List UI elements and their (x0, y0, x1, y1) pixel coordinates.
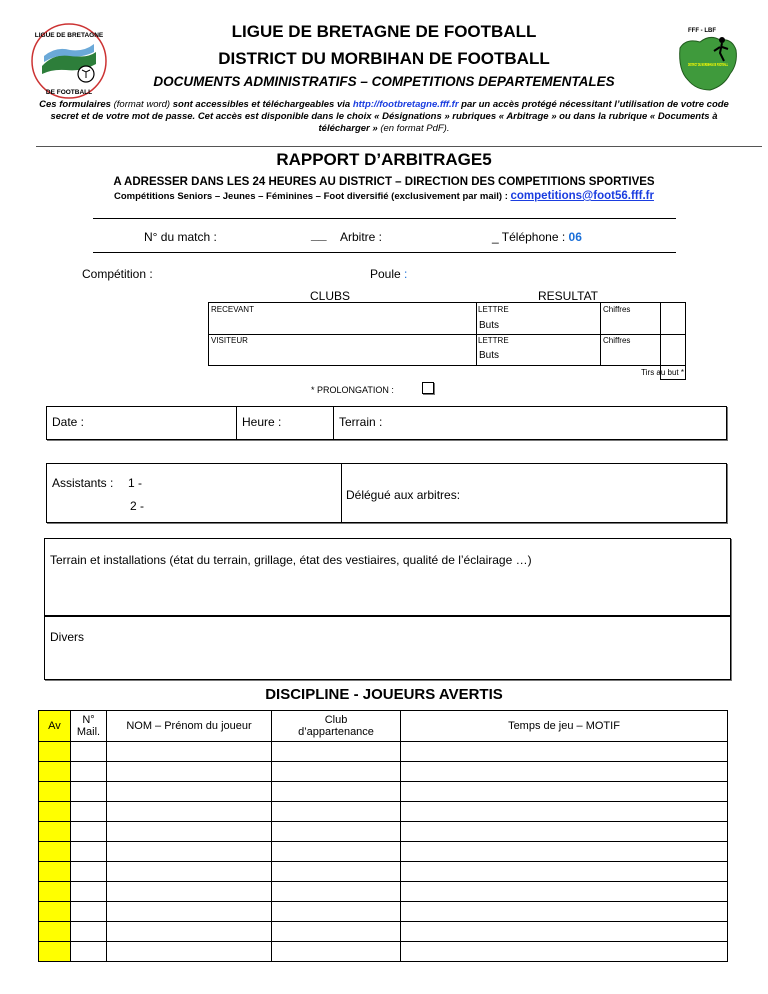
competitions-text: Compétitions Seniors – Jeunes – Féminines – Foot diversifié (exclusivement par mail) : (114, 191, 511, 202)
poule-label: Poule (370, 267, 405, 281)
av-cell[interactable] (39, 822, 71, 842)
av-cell[interactable] (39, 802, 71, 822)
footbretagne-link[interactable]: http://footbretagne.fff.fr (352, 99, 459, 110)
table-row (39, 882, 728, 902)
assistants-divider (341, 463, 342, 523)
header-line2: DISTRICT DU MORBIHAN DE FOOTBALL (218, 49, 550, 68)
table-row (39, 762, 728, 782)
header-line1: LIGUE DE BRETAGNE DE FOOTBALL (231, 22, 537, 41)
competition-label: Compétition : (82, 267, 153, 281)
divers-label: Divers (50, 630, 85, 644)
av-cell[interactable] (39, 862, 71, 882)
col-motif-header: Temps de jeu – MOTIF (401, 711, 728, 742)
mail-cell[interactable] (71, 842, 107, 862)
av-cell[interactable] (39, 902, 71, 922)
assistant-1-field[interactable]: 1 - (128, 476, 143, 490)
nom-cell[interactable] (107, 742, 272, 762)
score-col-divider-1 (476, 302, 477, 366)
club-cell[interactable] (272, 862, 401, 882)
motif-cell[interactable] (401, 862, 728, 882)
installations-label: Terrain et installations (état du terrain, grillage, état des vestiaires, qualité de l’éclairage …) (50, 553, 532, 567)
buts-label-2: Buts (479, 350, 500, 361)
table-row (39, 822, 728, 842)
motif-cell[interactable] (401, 762, 728, 782)
heure-divider (333, 406, 334, 440)
clubs-header: CLUBS (310, 289, 351, 303)
date-divider (236, 406, 237, 440)
discipline-title: DISCIPLINE - JOUEURS AVERTIS (265, 686, 503, 703)
motif-cell[interactable] (401, 882, 728, 902)
intro-part4: par un accès protégé nécessitant l’utilisation de votre code secret et de votre mot de passe. Cet accès est disponible dans le choix « Désignations » rubriques « Arbitrage » ou dans la rubrique « Documents à télécharger » (50, 99, 729, 134)
club-cell[interactable] (272, 822, 401, 842)
col-av-header: Av (39, 711, 71, 742)
table-row (39, 902, 728, 922)
mail-cell[interactable] (71, 942, 107, 962)
divers-box[interactable] (44, 616, 731, 680)
assistants-label: Assistants : (52, 476, 114, 490)
table-row (39, 942, 728, 962)
intro-paragraph (30, 99, 738, 135)
poule-field[interactable] (370, 267, 407, 281)
installations-box[interactable] (44, 538, 731, 616)
score-col-divider-2 (600, 302, 601, 366)
nom-cell[interactable] (107, 802, 272, 822)
club-cell[interactable] (272, 802, 401, 822)
nom-cell[interactable] (107, 842, 272, 862)
intro-part2: (format word) (110, 99, 173, 110)
club-cell[interactable] (272, 882, 401, 902)
mail-cell[interactable] (71, 862, 107, 882)
av-cell[interactable] (39, 762, 71, 782)
mail-cell[interactable] (71, 902, 107, 922)
logo-left-bottom-text: DE FOOTBALL (45, 89, 93, 96)
motif-cell[interactable] (401, 822, 728, 842)
col-club-header: Club d’appartenance (272, 711, 401, 742)
col-mail-header: N° Mail. (71, 711, 107, 742)
delegue-field[interactable]: Délégué aux arbitres: (346, 488, 461, 502)
table-row (39, 862, 728, 882)
chiffres-label-2: Chiffres (603, 336, 631, 345)
nom-cell[interactable] (107, 882, 272, 902)
match-bottom-rule (93, 252, 676, 253)
match-number-blank[interactable]: __ (311, 226, 327, 242)
club-cell[interactable] (272, 782, 401, 802)
heure-field[interactable]: Heure : (242, 415, 282, 429)
nom-cell[interactable] (107, 822, 272, 842)
motif-cell[interactable] (401, 802, 728, 822)
table-row (39, 742, 728, 762)
competitions-email-link[interactable]: competitions@foot56.fff.fr (510, 190, 654, 202)
intro-part3: sont accessibles et téléchargeables via (172, 99, 353, 110)
intro-part1: Ces formulaires (39, 99, 111, 110)
table-row (39, 802, 728, 822)
telephone-label: _ Téléphone : (492, 230, 569, 244)
club-cell[interactable] (272, 762, 401, 782)
mail-cell[interactable] (71, 882, 107, 902)
club-cell[interactable] (272, 942, 401, 962)
tirs-au-but-label: Tirs au but * (641, 368, 684, 377)
resultat-header: RESULTAT (538, 289, 599, 303)
nom-cell[interactable] (107, 902, 272, 922)
match-top-rule (93, 218, 676, 219)
date-field[interactable]: Date : (52, 415, 85, 429)
discipline-header-row (39, 711, 728, 742)
logo-left-top-text: LIGUE DE BRETAGNE (34, 32, 104, 39)
nom-cell[interactable] (107, 942, 272, 962)
visiteur-label: VISITEUR (211, 336, 248, 345)
match-number-label: N° du match : (144, 230, 217, 244)
telephone-value: 06 (568, 230, 582, 244)
chiffres-label-1: Chiffres (603, 305, 631, 314)
mail-cell[interactable] (71, 802, 107, 822)
club-cell[interactable] (272, 902, 401, 922)
logo-right-text: DISTRICT DU MORBIHAN DE FOOTBALL (688, 62, 729, 67)
av-cell[interactable] (39, 942, 71, 962)
date-heure-terrain-row (46, 406, 727, 440)
nom-cell[interactable] (107, 922, 272, 942)
poule-colon: : (404, 267, 408, 281)
arbitre-label: Arbitre : (340, 230, 383, 244)
mail-cell[interactable] (71, 742, 107, 762)
terrain-field[interactable]: Terrain : (339, 415, 383, 429)
mail-cell[interactable] (71, 762, 107, 782)
address-line: A ADRESSER DANS LES 24 HEURES AU DISTRICT – DIRECTION DES COMPETITIONS SPORTIVES (113, 176, 655, 188)
score-row-divider (208, 334, 686, 335)
club-cell[interactable] (272, 922, 401, 942)
av-cell[interactable] (39, 782, 71, 802)
nom-cell[interactable] (107, 782, 272, 802)
score-col-divider-3 (660, 302, 661, 366)
av-cell[interactable] (39, 842, 71, 862)
av-cell[interactable] (39, 882, 71, 902)
table-row (39, 782, 728, 802)
assistant-2-field[interactable]: 2 - (130, 499, 145, 513)
motif-cell[interactable] (401, 782, 728, 802)
discipline-table (38, 710, 728, 962)
mail-cell[interactable] (71, 782, 107, 802)
motif-cell[interactable] (401, 902, 728, 922)
table-row (39, 922, 728, 942)
av-cell[interactable] (39, 742, 71, 762)
telephone-field[interactable] (492, 230, 582, 244)
prolongation-label: * PROLONGATION : (311, 385, 394, 395)
motif-cell[interactable] (401, 922, 728, 942)
mail-cell[interactable] (71, 822, 107, 842)
av-cell[interactable] (39, 922, 71, 942)
club-cell[interactable] (272, 742, 401, 762)
header-divider (36, 146, 762, 147)
intro-part5: (en format PdF). (380, 123, 450, 134)
col-nom-header: NOM – Prénom du joueur (107, 711, 272, 742)
mail-cell[interactable] (71, 922, 107, 942)
logo-right-caption: FFF - LBF (688, 28, 716, 34)
motif-cell[interactable] (401, 942, 728, 962)
competitions-line (0, 190, 768, 202)
prolongation-checkbox[interactable] (422, 382, 434, 394)
club-cell[interactable] (272, 842, 401, 862)
motif-cell[interactable] (401, 842, 728, 862)
recevant-label: RECEVANT (211, 305, 254, 314)
buts-label-1: Buts (479, 320, 500, 331)
nom-cell[interactable] (107, 762, 272, 782)
motif-cell[interactable] (401, 742, 728, 762)
table-row (39, 842, 728, 862)
nom-cell[interactable] (107, 862, 272, 882)
header-line3: DOCUMENTS ADMINISTRATIFS – COMPETITIONS DEPARTEMENTALES (153, 74, 615, 89)
lettre-label-1: LETTRE (478, 305, 509, 314)
lettre-label-2: LETTRE (478, 336, 509, 345)
report-title: RAPPORT D’ARBITRAGE5 (276, 150, 492, 169)
